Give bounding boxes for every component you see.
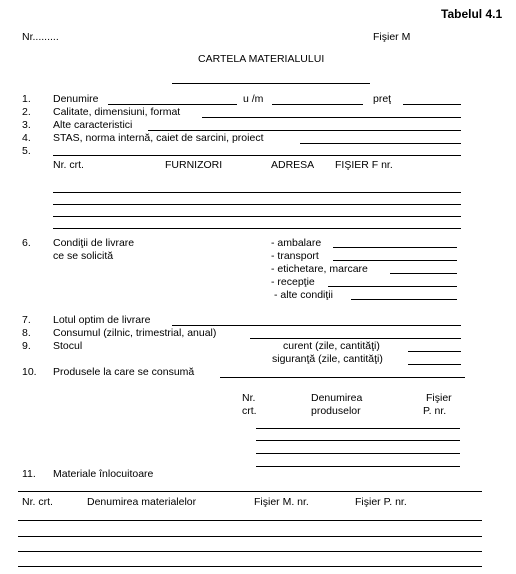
field-8-number: 8. [22, 327, 31, 339]
field-9-number: 9. [22, 340, 31, 352]
field-10-row-line[interactable] [256, 440, 460, 441]
field-1-number: 1. [22, 93, 31, 105]
field-8-label: Consumul (zilnic, trimestrial, anual) [53, 327, 217, 339]
field-6-label-2: ce se solicită [53, 250, 114, 262]
title-underline [172, 83, 370, 84]
field-6-reception: - recepţie [271, 276, 315, 288]
field-6-label: Condiţii de livrare [53, 237, 135, 249]
field-8-line[interactable] [250, 338, 461, 339]
field-1-price-line[interactable] [403, 104, 461, 105]
field-2-number: 2. [22, 106, 31, 118]
field-10-line[interactable] [220, 377, 465, 378]
field-5-row-line[interactable] [53, 192, 461, 193]
field-6-other: - alte condiţii [274, 289, 333, 301]
field-6-transport: - transport [271, 250, 319, 262]
field-9-current-line[interactable] [408, 351, 461, 352]
field-3-label: Alte caracteristici [53, 119, 133, 131]
field-2-line[interactable] [202, 117, 461, 118]
field-1-label: Denumire [53, 93, 99, 105]
field-3-number: 3. [22, 119, 31, 131]
field-6-other-line[interactable] [351, 299, 457, 300]
field-6-labeling-line[interactable] [390, 273, 457, 274]
field-11-row-line[interactable] [18, 536, 482, 537]
field-10-number: 10. [22, 366, 37, 378]
field-10-col-file-2: P. nr. [423, 405, 447, 417]
card-number-label: Nr......... [22, 31, 59, 43]
field-6-transport-line[interactable] [333, 260, 457, 261]
material-file-label: Fişier M [373, 31, 411, 43]
field-6-reception-line[interactable] [328, 286, 457, 287]
field-10-col-file: Fişier [426, 392, 452, 404]
field-10-col-name: Denumirea [311, 392, 363, 404]
field-5-col-nr: Nr. crt. [53, 159, 84, 171]
table-reference: Tabelul 4.1 [441, 7, 503, 21]
field-1-name-line[interactable] [108, 104, 237, 105]
field-5-col-suppliers: FURNIZORI [165, 159, 223, 171]
field-5-top-line [53, 155, 461, 156]
field-4-label: STAS, norma internă, caiet de sarcini, proiect [53, 132, 264, 144]
field-9-current-stock: curent (zile, cantităţi) [283, 340, 380, 352]
field-9-safety-line[interactable] [408, 364, 461, 365]
field-6-packaging-line[interactable] [333, 247, 457, 248]
field-11-top-line [18, 491, 482, 492]
field-9-safety-stock: siguranţă (zile, cantităţi) [272, 353, 383, 365]
field-10-col-nr-2: crt. [242, 405, 257, 417]
field-11-col-file-m: Fişier M. nr. [254, 496, 309, 508]
field-5-number: 5. [22, 145, 31, 157]
field-7-label: Lotul optim de livrare [53, 314, 151, 326]
page-title: CARTELA MATERIALULUI [198, 53, 325, 65]
field-10-row-line[interactable] [256, 466, 460, 467]
field-10-col-name-2: produselor [311, 405, 361, 417]
field-11-label: Materiale înlocuitoare [53, 468, 154, 480]
field-11-row-line[interactable] [18, 566, 482, 567]
field-5-col-address: ADRESA [271, 159, 315, 171]
field-9-label: Stocul [53, 340, 83, 352]
field-10-col-nr: Nr. [242, 392, 256, 404]
field-11-row-line[interactable] [18, 520, 482, 521]
field-11-col-nr: Nr. crt. [22, 496, 53, 508]
field-11-number: 11. [22, 468, 36, 480]
field-6-number: 6. [22, 237, 31, 249]
field-11-col-file-p: Fişier P. nr. [355, 496, 407, 508]
field-4-line[interactable] [300, 143, 461, 144]
field-7-line[interactable] [172, 325, 461, 326]
field-2-label: Calitate, dimensiuni, format [53, 106, 181, 118]
field-1-um-label: u /m [243, 93, 264, 105]
field-5-row-line[interactable] [53, 204, 461, 205]
field-5-col-file: FIŞIER F nr. [335, 159, 393, 171]
field-11-row-line[interactable] [18, 551, 482, 552]
field-10-row-line[interactable] [256, 453, 460, 454]
field-7-number: 7. [22, 314, 31, 326]
field-1-um-line[interactable] [272, 104, 363, 105]
field-5-row-line[interactable] [53, 228, 461, 229]
field-11-col-materials: Denumirea materialelor [87, 496, 197, 508]
field-6-labeling: - etichetare, marcare [271, 263, 368, 275]
field-3-line[interactable] [148, 130, 461, 131]
field-10-label: Produsele la care se consumă [53, 366, 195, 378]
field-5-row-line[interactable] [53, 216, 461, 217]
field-6-packaging: - ambalare [271, 237, 322, 249]
field-1-price-label: preţ [373, 93, 392, 105]
field-10-row-line[interactable] [256, 428, 460, 429]
field-4-number: 4. [22, 132, 31, 144]
